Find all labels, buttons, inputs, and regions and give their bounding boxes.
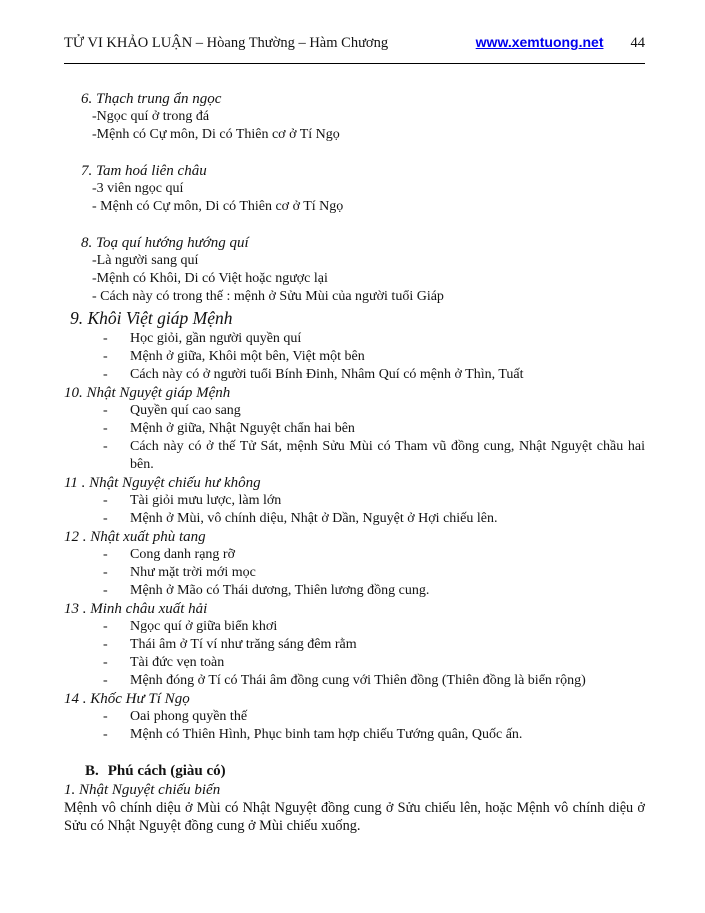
list-item <box>64 726 645 744</box>
list-item: - Cách này có trong thế : mệnh ở Sửu Mùi của người tuổi Giáp <box>92 289 444 304</box>
section-heading: 7. Tam hoá liên châu <box>81 163 207 179</box>
list-bullet: - <box>103 565 108 580</box>
section-b-heading <box>85 761 645 781</box>
section-heading: 11 . Nhật Nguyệt chiếu hư không <box>64 475 261 491</box>
list-bullet: - <box>103 673 108 688</box>
section-10 <box>64 384 645 474</box>
section-b-title: Phú cách (giàu có) <box>107 763 226 779</box>
list-item-text: Mệnh ở giữa, Nhật Nguyệt chẩn hai bên <box>130 421 355 436</box>
list-item-text: Cách này có ở người tuổi Bính Đinh, Nhâm Quí có mệnh ở Thìn, Tuất <box>130 367 524 382</box>
section-12 <box>64 528 645 600</box>
list-bullet: - <box>103 493 108 508</box>
list-item-text: Mệnh ở Mão có Thái dương, Thiên lương đồng cung. <box>130 583 430 598</box>
numbered-sections <box>64 90 645 744</box>
section-b-paragraph: Mệnh vô chính diệu ở Mùi có Nhật Nguyệt đồng cung ở Sửu chiếu lên, hoặc Mệnh vô chính diệu ở Sửu có Nhật Nguyệt đồng cung ở Mùi chiếu xuống. <box>64 800 645 834</box>
list-item <box>64 546 645 564</box>
list-item-text: Cách này có ở thế Tử Sát, mệnh Sửu Mùi có Tham vũ đồng cung, Nhật Nguyệt chầu hai bên. <box>130 439 645 472</box>
list-bullet: - <box>103 403 108 418</box>
list-bullet: - <box>103 367 108 382</box>
section-heading: 6. Thạch trung ẩn ngọc <box>81 91 222 107</box>
list-item: - Mệnh có Cự môn, Di có Thiên cơ ở Tí Ngọ <box>92 199 344 214</box>
list-item-text: Quyền quí cao sang <box>130 403 241 418</box>
list-item-text: Tài giỏi mưu lược, làm lớn <box>130 493 282 508</box>
list-item <box>64 510 645 528</box>
list-bullet: - <box>103 583 108 598</box>
section-heading: 13 . Minh châu xuất hải <box>64 601 208 617</box>
document-body <box>64 64 645 835</box>
list-item <box>64 420 645 438</box>
list-item: -Mệnh có Cự môn, Di có Thiên cơ ở Tí Ngọ <box>92 127 340 142</box>
section-heading: 8. Toạ quí hướng hướng quí <box>81 235 249 251</box>
list-item <box>64 636 645 654</box>
section-heading: 10. Nhật Nguyệt giáp Mệnh <box>64 385 231 401</box>
list-item <box>64 564 645 582</box>
list-bullet: - <box>103 421 108 436</box>
page-header <box>64 34 645 64</box>
list-item-text: Tài đức vẹn toàn <box>130 655 225 670</box>
section-13 <box>64 600 645 690</box>
section-6 <box>64 90 645 144</box>
website-link[interactable]: www.xemtuong.net <box>475 34 604 50</box>
list-item-text: Mệnh đóng ở Tí có Thái âm đồng cung với Thiên đồng (Thiên đồng là biển rộng) <box>130 673 586 688</box>
header-title: TỬ VI KHẢO LUẬN – Hòang Thường – Hàm Chương <box>64 35 389 51</box>
list-bullet: - <box>103 619 108 634</box>
list-item-text: Học giỏi, gần người quyền quí <box>130 331 302 346</box>
list-item-text: Mệnh có Thiên Hình, Phục binh tam hợp chiếu Tướng quân, Quốc ấn. <box>130 727 523 742</box>
list-bullet: - <box>103 439 108 454</box>
list-item <box>64 438 645 474</box>
list-bullet: - <box>103 709 108 724</box>
list-item <box>64 348 645 366</box>
list-bullet: - <box>103 331 108 346</box>
section-7 <box>64 162 645 216</box>
list-item <box>64 708 645 726</box>
list-item-text: Mệnh ở Mùi, vô chính diệu, Nhật ở Dần, Nguyệt ở Hợi chiếu lên. <box>130 511 498 526</box>
list-item-text: Cong danh rạng rỡ <box>130 547 235 562</box>
list-item <box>64 402 645 420</box>
list-item <box>64 618 645 636</box>
section-heading: 12 . Nhật xuất phù tang <box>64 529 206 545</box>
list-item: -Mệnh có Khôi, Di có Việt hoặc ngược lại <box>92 271 328 286</box>
section-b-sub-number: 1. <box>64 782 76 798</box>
section-b-subheading <box>64 781 645 799</box>
list-item: -Ngọc quí ở trong đá <box>92 109 210 124</box>
section-heading: 14 . Khốc Hư Tí Ngọ <box>64 691 190 707</box>
list-item: -Là người sang quí <box>92 253 199 268</box>
list-item-text: Mệnh ở giữa, Khôi một bên, Việt một bên <box>130 349 365 364</box>
list-item <box>64 672 645 690</box>
list-item <box>64 492 645 510</box>
list-bullet: - <box>103 637 108 652</box>
section-9 <box>64 306 645 384</box>
list-bullet: - <box>103 349 108 364</box>
list-item-text: Thái âm ở Tí ví như trăng sáng đêm rằm <box>130 637 357 652</box>
list-item <box>64 330 645 348</box>
list-bullet: - <box>103 727 108 742</box>
list-item <box>64 654 645 672</box>
header-right-group <box>476 34 645 52</box>
list-item-text: Ngọc quí ở giữa biển khơi <box>130 619 278 634</box>
list-item-text: Oai phong quyền thế <box>130 709 248 724</box>
page-number: 44 <box>630 35 645 51</box>
list-item <box>64 366 645 384</box>
section-heading: 9. Khôi Việt giáp Mệnh <box>70 308 233 328</box>
section-11 <box>64 474 645 528</box>
section-8 <box>64 234 645 306</box>
section-14 <box>64 690 645 744</box>
list-item <box>64 582 645 600</box>
list-item-text: Như mặt trời mới mọc <box>130 565 256 580</box>
list-bullet: - <box>103 511 108 526</box>
list-bullet: - <box>103 547 108 562</box>
list-bullet: - <box>103 655 108 670</box>
section-b-sub-title: Nhật Nguyệt chiếu biến <box>79 782 221 798</box>
section-b-letter: B. <box>85 763 99 779</box>
list-item: -3 viên ngọc quí <box>92 181 184 196</box>
